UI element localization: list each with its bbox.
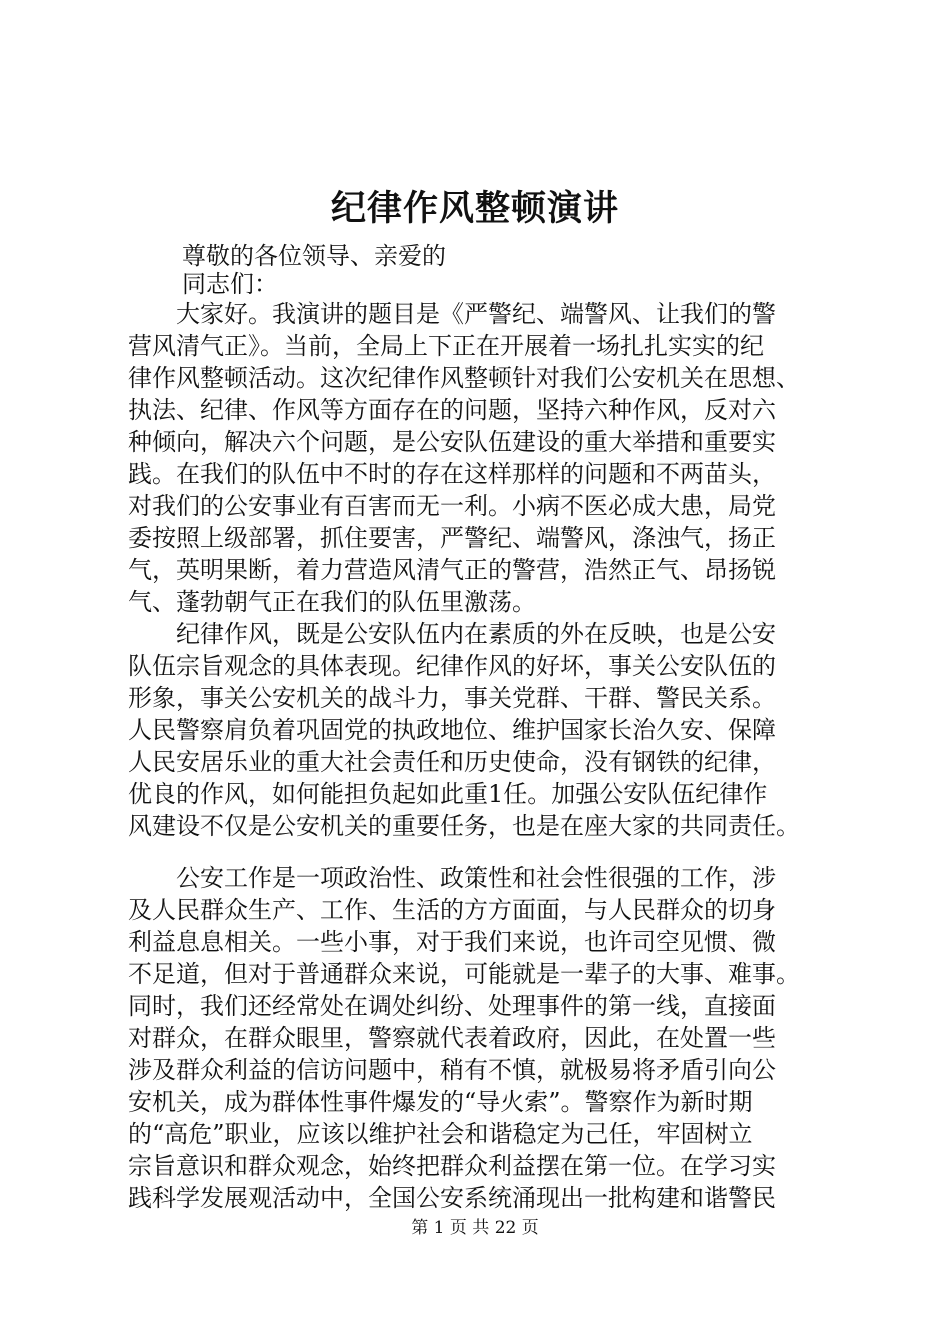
body-line: 及人民群众生产、工作、生活的方方面面，与人民群众的切身 xyxy=(128,896,776,924)
body-line: 人民警察肩负着巩固党的执政地位、维护国家长治久安、保障 xyxy=(128,716,776,744)
body-line: 委按照上级部署，抓住要害，严警纪、端警风，涤浊气，扬正 xyxy=(128,524,776,552)
body-line: 风建设不仅是公安机关的重要任务，也是在座大家的共同责任。 xyxy=(128,812,800,840)
body-line: 对群众，在群众眼里，警察就代表着政府，因此，在处置一些 xyxy=(128,1024,776,1052)
body-line: 纪律作风，既是公安队伍内在素质的外在反映，也是公安 xyxy=(128,620,776,648)
body-line: 气、蓬勃朝气正在我们的队伍里激荡。 xyxy=(128,588,536,616)
body-line: 践。在我们的队伍中不时的存在这样那样的问题和不两苗头， xyxy=(128,460,776,488)
body-line: 气，英明果断，着力营造风清气正的警营，浩然正气、昂扬锐 xyxy=(128,556,776,584)
body-line: 涉及群众利益的信访问题中，稍有不慎，就极易将矛盾引向公 xyxy=(128,1056,776,1084)
body-line: 执法、纪律、作风等方面存在的问题，坚持六种作风，反对六 xyxy=(128,396,776,424)
body-line: 利益息息相关。一些小事，对于我们来说，也许司空见惯、微 xyxy=(128,928,776,956)
body-line: 营风清气正》。当前，全局上下正在开展着一场扎扎实实的纪 xyxy=(128,332,764,360)
body-line: 大家好。我演讲的题目是《严警纪、端警风、让我们的警 xyxy=(128,300,776,328)
body-line: 优良的作风，如何能担负起如此重1任。加强公安队伍纪律作 xyxy=(128,780,768,808)
body-line: 形象，事关公安机关的战斗力，事关党群、干群、警民关系。 xyxy=(128,684,776,712)
body-line: 队伍宗旨观念的具体表现。纪律作风的好坏，事关公安队伍的 xyxy=(128,652,776,680)
body-line: 律作风整顿活动。这次纪律作风整顿针对我们公安机关在思想、 xyxy=(128,364,800,392)
body-line: 安机关，成为群体性事件爆发的“导火索”。警察作为新时期 xyxy=(128,1088,753,1116)
body-line: 对我们的公安事业有百害而无一利。小病不医必成大患，局党 xyxy=(128,492,776,520)
body-line: 宗旨意识和群众观念，始终把群众利益摆在第一位。在学习实 xyxy=(128,1152,776,1180)
body-line: 人民安居乐业的重大社会责任和历史使命，没有钢铁的纪律， xyxy=(128,748,776,776)
body-line: 的“高危”职业，应该以维护社会和谐稳定为己任，牢固树立 xyxy=(128,1120,753,1148)
body-line: 不足道，但对于普通群众来说，可能就是一辈子的大事、难事。 xyxy=(128,960,800,988)
body-line: 同时，我们还经常处在调处纠纷、处理事件的第一线，直接面 xyxy=(128,992,776,1020)
salutation-line-1: 尊敬的各位领导、亲爱的 xyxy=(182,242,446,270)
salutation-line-2: 同志们： xyxy=(182,270,278,298)
page-footer: 第 1 页 共 22 页 xyxy=(411,1218,539,1238)
document-title: 纪律作风整顿演讲 xyxy=(330,188,619,229)
body-line: 公安工作是一项政治性、政策性和社会性很强的工作，涉 xyxy=(128,864,776,892)
body-line: 种倾向，解决六个问题，是公安队伍建设的重大举措和重要实 xyxy=(128,428,776,456)
body-line: 践科学发展观活动中，全国公安系统涌现出一批构建和谐警民 xyxy=(128,1184,776,1212)
